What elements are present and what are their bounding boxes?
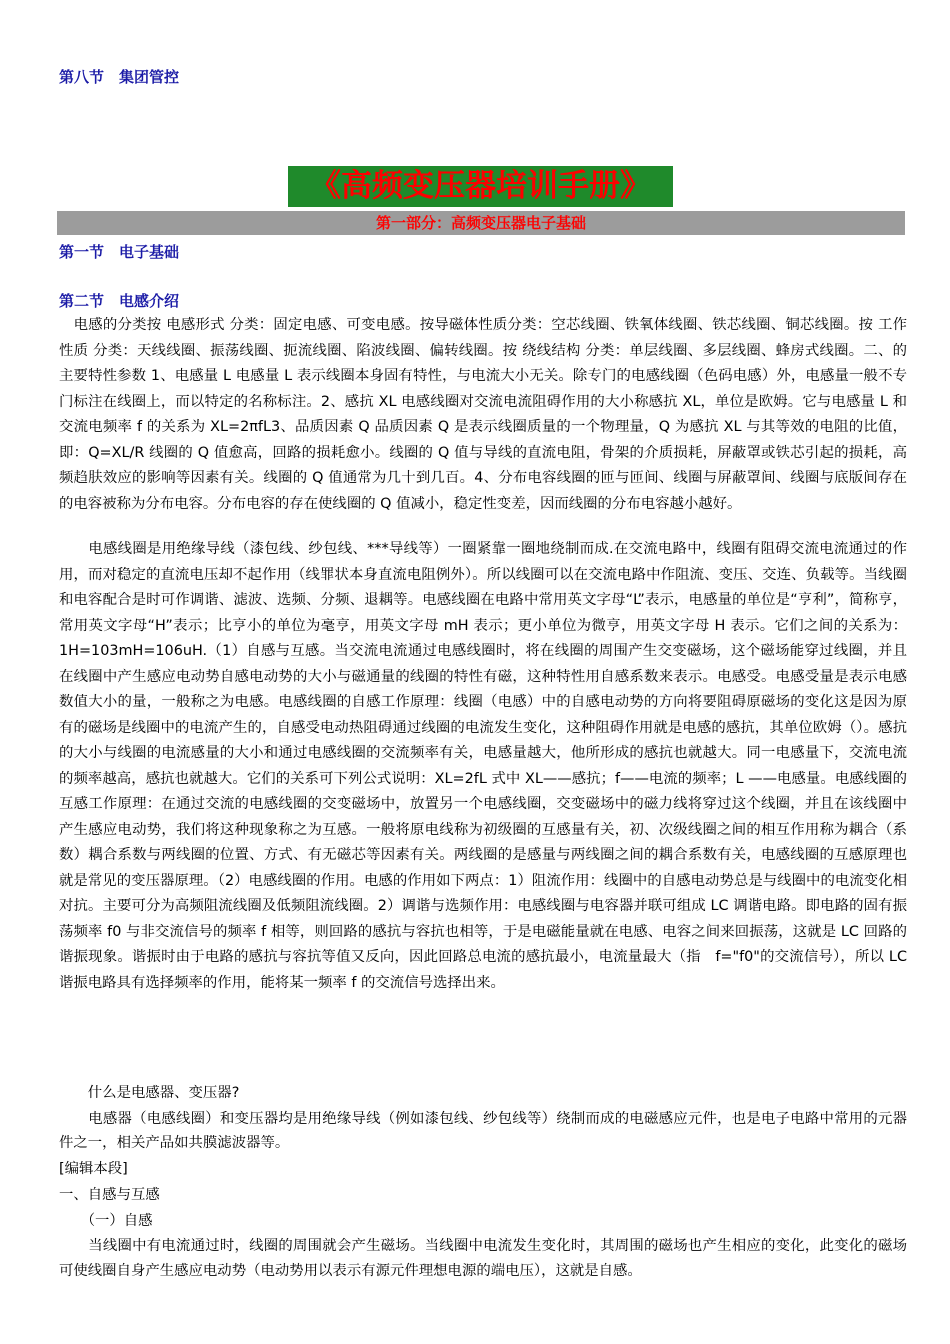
section-1-heading: 第一节 电子基础 — [59, 243, 180, 261]
question-heading: 什么是电感器、变压器? — [59, 1085, 240, 1101]
part-one-title: 第一部分：高频变压器电子基础 — [57, 211, 905, 235]
self-inductance-paragraph: 当线圈中有电流通过时，线圈的周围就会产生磁场。当线圈中电流发生变化时，其周围的磁场也产生相应的变化，此变化的磁场可使线圈自身产生感应电动势（电动势用以表示有源元件理想电源的端电压），这就是自感。 — [59, 1238, 907, 1279]
question-answer-paragraph: 电感器（电感线圈）和变压器均是用绝缘导线（例如漆包线、纱包线等）绕制而成的电磁感应元件，也是电子电路中常用的元器件之一，相关产品如共膜滤波器等。 — [59, 1111, 907, 1151]
section-2-heading: 第二节 电感介绍 — [59, 292, 180, 310]
subheading-self-inductance: （一）自感 — [59, 1213, 153, 1229]
inductor-coil-paragraph: 电感线圈是用绝缘导线（漆包线、纱包线、***导线等）一圈紧靠一圈地绕制而成.在交流电路中，线圈有阻碍交流电流通过的作用，而对稳定的直流电压却不起作用（线罪状本身直流电阻例外）。所以线圈可以在交流电路中作阻流、变压、交连、负载等。当线圈和电容配合是时可作调谐、滤波、选频、分频、退耦等。电感线圈在电路中常用英文字母“L”表示，电感量的单位是“亨利”，简称亨，常用英文字母“H”表示；比亨小的单位为毫亨，用英文字母 mH 表示；更小单位为微亨，用英文字母 H 表示。它们之间的关系为：1H=103mH=106uH.（1）自感与互感。当交流电流通过电感线圈时，将在线圈的周围产生交变磁场，这个磁场能穿过线圈，并且在线圈中产生感应电动势自感电动势的大小与磁通量的线圈的特性有磁，这种特性用自感系数来表示。电感受。电感受量是表示电感数值大小的量，一般称之为电感。电感线圈的自感工作原理：线圈（电感）中的自感电动势的方向将要阻碍原磁场的变化这是因为原有的磁场是线圈中的电流产生的，自感受电动热阻碍通过线圈的电流发生变化，这种阻碍作用就是电感的感抗，其单位欧姆（）。感抗的大小与线圈的电流感量的大小和通过电感线圈的交流频率有关，电感量越大，他所形成的感抗也就越大。同一电感量下，交流电流的频率越高，感抗也就越大。它们的关系可下列公式说明：XL=2fL 式中 XL——感抗；f——电流的频率；L ——电感量。电感线圈的互感工作原理：在通过交流的电感线圈的交变磁场中，放置另一个电感线圈，交变磁场中的磁力线将穿过这个线圈，并且在该线圈中产生感应电动势，我们将这种现象称之为互感。一般将原电线称为初级圈的互感量有关，初、次级线圈之间的相互作用称为耦合（系数）耦合系数与两线圈的位置、方式、有无磁芯等因素有关。两线圈的是感量与两线圈之间的耦合系数有关，电感线圈的互感原理也就是常见的变压器原理。（2）电感线圈的作用。电感的作用如下两点：1）阻流作用：线圈中的自感电动势总是与线圈中的电流变化相对抗。主要可分为高频阻流线圈及低频阻流线圈。2）调谐与选频作用：电感线圈与电容器并联可组成 LC 调谐电路。即电路的固有振荡频率 f0 与非交流信号的频率 f 相等，则回路的感抗与容抗也相等，于是电磁能量就在电感、电容之间来回振荡，这就是 LC 回路的谐振现象。谐振时由于电路的感抗与容抗等值又反向，因此回路总电流的感抗最小，电流量最大（指 f="f0"的交流信号），所以 LC 谐振电路具有选择频率的作用，能将某一频率 f 的交流信号选择出来。 — [59, 541, 907, 991]
document-title: 《高频变压器培训手册》 — [288, 166, 673, 207]
subheading-self-mutual-inductance: 一、自感与互感 — [59, 1187, 160, 1203]
section-8-heading: 第八节 集团管控 — [59, 68, 180, 86]
edit-section-link[interactable]: [编辑本段] — [59, 1161, 128, 1177]
inductor-classification-paragraph: 电感的分类按 电感形式 分类：固定电感、可变电感。按导磁体性质分类：空芯线圈、铁氧体线圈、铁芯线圈、铜芯线圈。按 工作性质 分类：天线线圈、振荡线圈、扼流线圈、陷波线圈、偏转线圈。按 绕线结构 分类：单层线圈、多层线圈、蜂房式线圈。二、的主要特性参数 1、电感量 L 电感量 L 表示线圈本身固有特性，与电流大小无关。除专门的电感线圈（色码电感）外，电感量一般不专门标注在线圈上，而以特定的名称标注。2、感抗 XL 电感线圈对交流电流阻碍作用的大小称感抗 XL，单位是欧姆。它与电感量 L 和交流电频率 f 的关系为 XL=2πfL3、品质因素 Q 品质因素 Q 是表示线圈质量的一个物理量，Q 为感抗 XL 与其等效的电阻的比值，即：Q=XL/R 线圈的 Q 值愈高，回路的损耗愈小。线圈的 Q 值与导线的直流电阻，骨架的介质损耗，屏蔽罩或铁芯引起的损耗，高频趋肤效应的影响等因素有关。线圈的 Q 值通常为几十到几百。4、分布电容线圈的匝与匝间、线圈与屏蔽罩间、线圈与底版间存在的电容被称为分布电容。分布电容的存在使线圈的 Q 值减小，稳定性变差，因而线圈的分布电容越小越好。 — [59, 317, 907, 512]
